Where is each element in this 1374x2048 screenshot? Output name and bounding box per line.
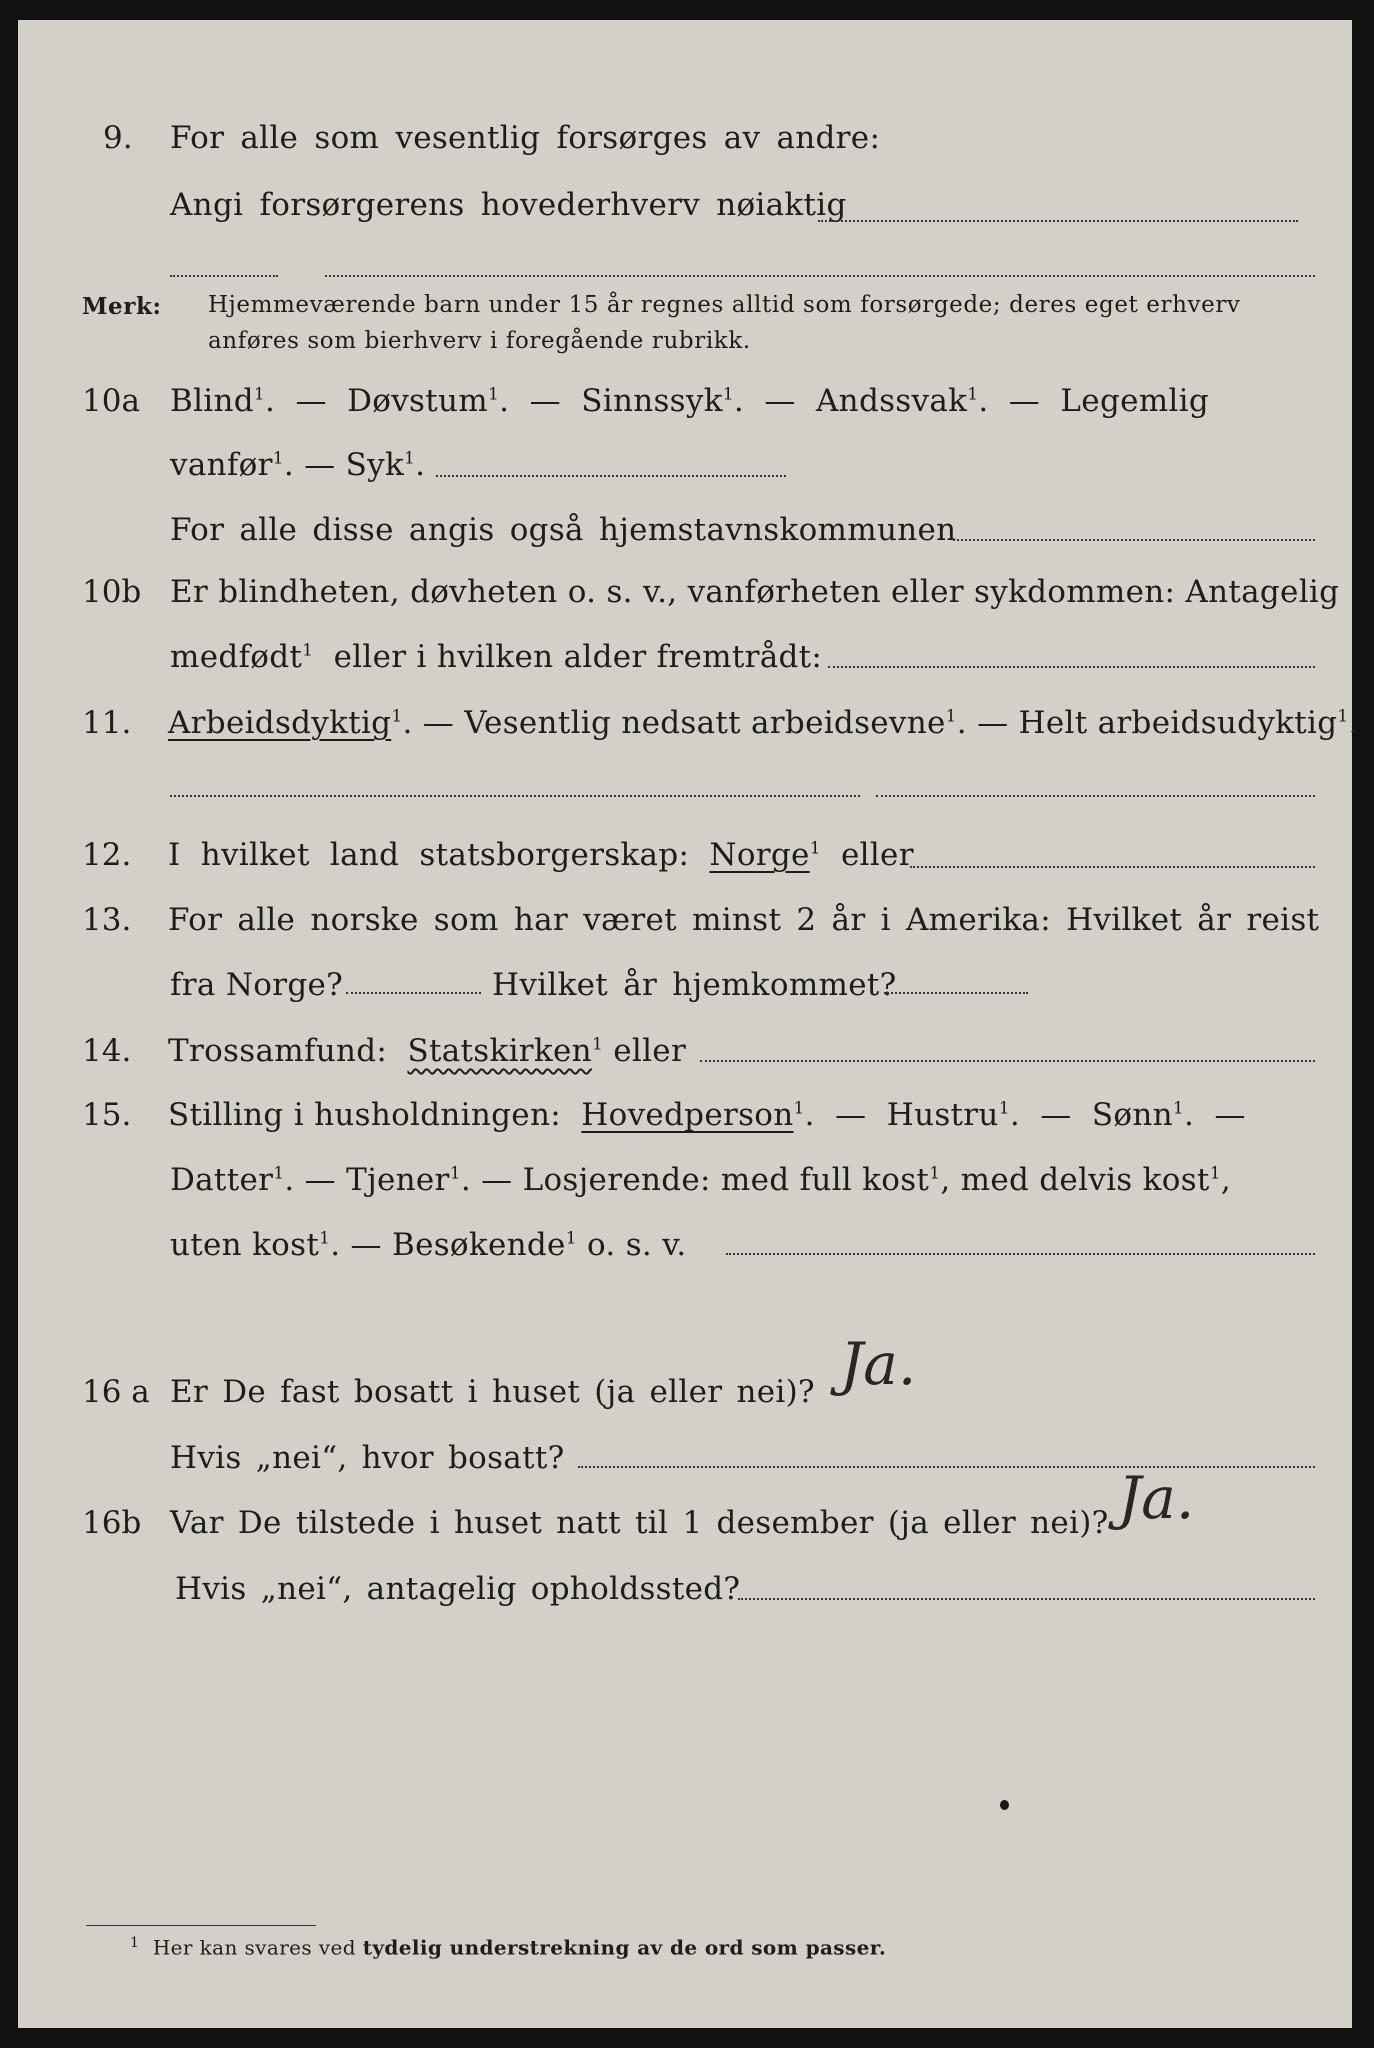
opt-norge[interactable]: Norge	[709, 837, 810, 873]
q10a-line2: vanfør$^1$. — Syk$^1$.	[170, 447, 426, 483]
q15-line3: uten kost$^1$. — Besøkende$^1$ o. s. v.	[170, 1227, 687, 1263]
q15-answer-line[interactable]	[726, 1253, 1315, 1255]
opt-andssvak[interactable]: Andssvak	[816, 383, 968, 419]
q16b-line1: Var De tilstede i huset natt til 1 desember (ja eller nei)?	[170, 1505, 1109, 1541]
q16a-line1: Er De fast bosatt i huset (ja eller nei)?	[170, 1374, 815, 1410]
q9-answer-line-2b[interactable]	[325, 275, 1315, 277]
opt-sinnssyk[interactable]: Sinnssyk	[581, 383, 723, 419]
q10b-answer-line[interactable]	[828, 666, 1315, 668]
q16a-answer-line[interactable]	[578, 1466, 1315, 1468]
opt-datter[interactable]: Datter	[170, 1162, 274, 1198]
opt-vanfor[interactable]: vanfør	[170, 447, 273, 483]
q13-number: 13.	[82, 902, 132, 938]
q10b-line1: Er blindheten, døvheten o. s. v., vanførheten eller sykdommen: Antagelig	[170, 574, 1340, 610]
merk-label: Merk:	[82, 293, 162, 320]
q16a-line2: Hvis „nei“, hvor bosatt?	[170, 1440, 565, 1476]
opt-full-kost[interactable]: Losjerende: med full kost	[522, 1162, 930, 1198]
opt-syk[interactable]: Syk	[345, 447, 405, 483]
q14-answer-line[interactable]	[700, 1060, 1315, 1062]
q15-text: Stilling i husholdningen:	[168, 1097, 561, 1133]
opt-dovstum[interactable]: Døvstum	[347, 383, 488, 419]
q11-number: 11.	[82, 705, 132, 741]
merk-line2: anføres som bierhverv i foregående rubrikk.	[208, 328, 751, 354]
opt-udyktig[interactable]: Helt arbeidsudyktig	[1018, 705, 1338, 741]
q9-answer-line-2a[interactable]	[170, 275, 278, 277]
q15-line2: Datter$^1$. — Tjener$^1$. — Losjerende: med full kost$^1$, med delvis kost$^1$,	[170, 1162, 1231, 1198]
q9-line2: Angi forsørgerens hovederhverv nøiaktig	[170, 187, 847, 223]
q13-year-reist-line[interactable]	[346, 992, 481, 994]
opt-besokende[interactable]: Besøkende	[392, 1227, 566, 1263]
opt-sonn[interactable]: Sønn	[1091, 1097, 1173, 1133]
q15-line1: Stilling i husholdningen: Hovedperson$^1$. — Hustru$^1$. — Sønn$^1$. —	[168, 1097, 1246, 1133]
q10b-line2: medfødt$^1$ eller i hvilken alder fremtrådt:	[170, 639, 823, 675]
q14-line: Trossamfund: Statskirken$^1$ eller	[168, 1033, 687, 1069]
opt-tjener[interactable]: Tjener	[346, 1162, 450, 1198]
opt-medfodt[interactable]: medfødt	[170, 639, 303, 675]
opt-arbeidsdyktig[interactable]: Arbeidsdyktig	[168, 705, 392, 741]
footnote: $^1$ Her kan svares ved tydelig understrekning av de ord som passer.	[130, 1935, 887, 1960]
opt-hovedperson[interactable]: Hovedperson	[581, 1097, 794, 1133]
opt-uten-kost[interactable]: uten kost	[170, 1227, 320, 1263]
q12-answer-line[interactable]	[910, 866, 1315, 868]
q13-fra: fra Norge?	[170, 967, 344, 1003]
q9-answer-line[interactable]	[818, 220, 1298, 222]
q9-number: 9.	[103, 120, 133, 156]
q11-line: Arbeidsdyktig$^1$. — Vesentlig nedsatt arbeidsevne$^1$. — Helt arbeidsudyktig$^1$.	[168, 705, 1359, 741]
q14-text: Trossamfund:	[168, 1033, 388, 1069]
q13-line1: For alle norske som har været minst 2 år i Amerika: Hvilket år reist	[168, 902, 1320, 938]
footnote-rule	[86, 1925, 316, 1926]
q16a-handwritten-answer[interactable]: Ja.	[840, 1330, 917, 1398]
q15-number: 15.	[82, 1097, 132, 1133]
q16b-handwritten-answer[interactable]: Ja.	[1118, 1464, 1195, 1532]
q16a-number: 16 a	[82, 1374, 150, 1410]
q10a-number: 10a	[82, 383, 140, 419]
q9-line1: For alle som vesentlig forsørges av andre:	[170, 120, 881, 156]
opt-legemlig[interactable]: Legemlig	[1060, 383, 1209, 419]
q12-text: I hvilket land statsborgerskap:	[168, 837, 690, 873]
ink-spot	[1000, 1800, 1009, 1810]
q11-answer-line-b[interactable]	[876, 795, 1315, 797]
q12-line: I hvilket land statsborgerskap: Norge$^1$ eller	[168, 837, 914, 873]
q10a-line1: Blind$^1$. — Døvstum$^1$. — Sinnssyk$^1$. — Andssvak$^1$. — Legemlig	[170, 383, 1209, 419]
opt-hustru[interactable]: Hustru	[886, 1097, 999, 1133]
census-form-page	[18, 20, 1359, 2028]
q10a-line3: For alle disse angis også hjemstavnskommunen	[170, 512, 957, 548]
opt-delvis-kost[interactable]: med delvis kost	[960, 1162, 1210, 1198]
opt-nedsatt[interactable]: Vesentlig nedsatt arbeidsevne	[464, 705, 946, 741]
q11-answer-line-a[interactable]	[170, 795, 860, 797]
q12-eller: eller	[840, 837, 914, 873]
opt-statskirken[interactable]: Statskirken	[407, 1033, 592, 1069]
merk-line1: Hjemmeværende barn under 15 år regnes alltid som forsørgede; deres eget erhverv	[208, 292, 1241, 318]
q10a-hjemstavn-line[interactable]	[953, 539, 1315, 541]
q10b-line2-text: eller i hvilken alder fremtrådt:	[333, 639, 823, 675]
q10b-number: 10b	[82, 574, 142, 610]
q12-number: 12.	[82, 837, 132, 873]
q15-osv: o. s. v.	[586, 1227, 687, 1263]
q16b-line2: Hvis „nei“, antagelig opholdssted?	[175, 1571, 741, 1607]
q16b-answer-line[interactable]	[738, 1598, 1315, 1600]
opt-blind[interactable]: Blind	[170, 383, 254, 419]
q16b-number: 16b	[82, 1505, 142, 1541]
q13-year-hjem-line[interactable]	[884, 992, 1028, 994]
q13-hjem: Hvilket år hjemkommet?	[492, 967, 897, 1003]
q10a-answer-line[interactable]	[436, 475, 786, 477]
q14-eller: eller	[613, 1033, 687, 1069]
q14-number: 14.	[82, 1033, 132, 1069]
